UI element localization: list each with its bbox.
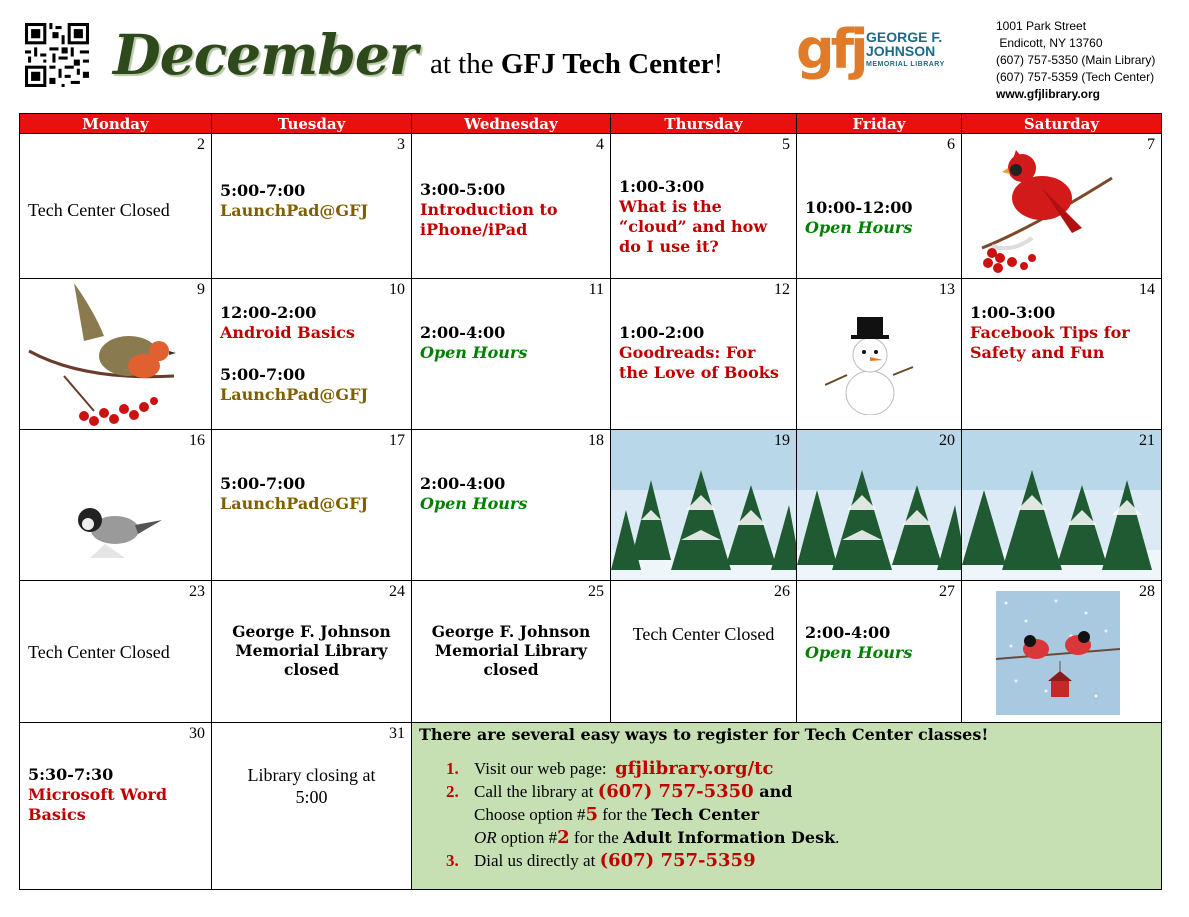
- chickadee-image: [70, 500, 165, 560]
- day-cell-5: 5 1:00-3:00 What is the “cloud” and how do I use it?: [611, 134, 797, 279]
- bullfinch-image: [996, 591, 1120, 715]
- event-title: Android Basics: [220, 323, 355, 342]
- day-cell-9: 9: [20, 279, 212, 430]
- day-header-wednesday: Wednesday: [412, 114, 611, 134]
- event-title: LaunchPad@GFJ: [220, 201, 369, 220]
- event-title: Microsoft Word: [28, 785, 168, 804]
- logo-mark: gfj: [796, 18, 865, 81]
- day-header-saturday: Saturday: [962, 114, 1162, 134]
- address-city: Endicott, NY 13760: [996, 36, 1103, 50]
- robin-image: [24, 281, 184, 429]
- event-closed: George F. Johnson Memorial Library closed: [431, 622, 591, 679]
- weekday-header-row: [20, 114, 1162, 134]
- snowy-trees-image: [797, 430, 962, 581]
- registration-item-call: 2. Call the library at (607) 757-5350 and Choose option #5 for the Tech Center OR option #2 for the Adult Information Desk.: [446, 781, 840, 848]
- day-cell-3: 3 5:00-7:00 LaunchPad@GFJ: [212, 134, 412, 279]
- cardinal-image: [972, 138, 1122, 278]
- day-cell-11: 11 2:00-4:00 Open Hours: [412, 279, 611, 430]
- day-cell-21: 21: [962, 430, 1162, 581]
- event-closed: Tech Center Closed: [632, 624, 775, 644]
- day-cell-17: 17 5:00-7:00 LaunchPad@GFJ: [212, 430, 412, 581]
- phone-tech: (607) 757-5359 (Tech Center): [996, 70, 1155, 84]
- day-header-thursday: Thursday: [611, 114, 797, 134]
- qr-code: [25, 23, 89, 87]
- registration-item-web: 1. Visit our web page: gfjlibrary.org/tc: [446, 758, 774, 779]
- day-cell-6: 6 10:00-12:00 Open Hours: [797, 134, 962, 279]
- day-cell-19: 19: [611, 430, 797, 581]
- day-cell-7: 7: [962, 134, 1162, 279]
- event-title: Open Hours: [420, 343, 528, 362]
- day-cell-13: 13: [797, 279, 962, 430]
- page-subtitle: at the GFJ Tech Center!: [430, 48, 724, 80]
- address-street: 1001 Park Street: [996, 19, 1087, 33]
- day-cell-10: 10 12:00-2:00 Android Basics 5:00-7:00 LaunchPad@GFJ: [212, 279, 412, 430]
- month-title: December: [113, 22, 417, 87]
- event-closed: George F. Johnson Memorial Library closed: [232, 622, 391, 679]
- day-cell-14: 14 1:00-3:00 Facebook Tips for Safety and Fun: [962, 279, 1162, 430]
- event-closed: Library closing at 5:00: [247, 765, 376, 807]
- website-link[interactable]: www.gfjlibrary.org: [996, 87, 1101, 101]
- day-header-tuesday: Tuesday: [212, 114, 412, 134]
- event-title: Open Hours: [420, 494, 528, 513]
- event-title: Facebook Tips for: [970, 323, 1130, 342]
- event-title: LaunchPad@GFJ: [220, 385, 369, 404]
- address-block: [996, 18, 1155, 103]
- snowy-trees-image: [962, 430, 1162, 581]
- event-title: Goodreads: For: [619, 343, 756, 362]
- registration-link[interactable]: gfjlibrary.org/tc: [615, 758, 774, 779]
- event-closed: Tech Center Closed: [28, 642, 170, 662]
- event-title: LaunchPad@GFJ: [220, 494, 369, 513]
- day-cell-24: 24 George F. Johnson Memorial Library closed: [212, 581, 412, 723]
- logo-text: GEORGE F. JOHNSON MEMORIAL LIBRARY: [866, 29, 945, 68]
- calendar-grid: [19, 113, 1162, 890]
- snowy-trees-image: [611, 430, 797, 581]
- phone-main: (607) 757-5350 (Main Library): [996, 53, 1156, 67]
- day-cell-2: 2 Tech Center Closed: [20, 134, 212, 279]
- day-cell-12: 12 1:00-2:00 Goodreads: For the Love of Books: [611, 279, 797, 430]
- event-title: Open Hours: [805, 643, 913, 662]
- day-cell-20: 20: [797, 430, 962, 581]
- day-cell-31: 31 Library closing at 5:00: [212, 723, 412, 890]
- day-cell-18: 18 2:00-4:00 Open Hours: [412, 430, 611, 581]
- day-cell-23: 23 Tech Center Closed: [20, 581, 212, 723]
- day-cell-25: 25 George F. Johnson Memorial Library closed: [412, 581, 611, 723]
- event-title: Open Hours: [805, 218, 913, 237]
- day-cell-27: 27 2:00-4:00 Open Hours: [797, 581, 962, 723]
- registration-list: [446, 757, 839, 872]
- registration-item-dial: 3. Dial us directly at (607) 757-5359: [446, 850, 756, 871]
- day-cell-16: 16: [20, 430, 212, 581]
- event-closed: Tech Center Closed: [28, 200, 170, 220]
- day-cell-4: 4 3:00-5:00 Introduction to iPhone/iPad: [412, 134, 611, 279]
- registration-heading: There are several easy ways to register for Tech Center classes!: [419, 725, 989, 744]
- snowman-image: [825, 315, 915, 415]
- day-header-friday: Friday: [797, 114, 962, 134]
- registration-panel: [412, 723, 1162, 890]
- day-cell-28: 28: [962, 581, 1162, 723]
- day-header-monday: Monday: [20, 114, 212, 134]
- day-cell-30: 30 5:30-7:30 Microsoft Word Basics: [20, 723, 212, 890]
- day-cell-26: 26 Tech Center Closed: [611, 581, 797, 723]
- event-title: Introduction to: [420, 200, 558, 219]
- event-title: What is the: [619, 197, 722, 216]
